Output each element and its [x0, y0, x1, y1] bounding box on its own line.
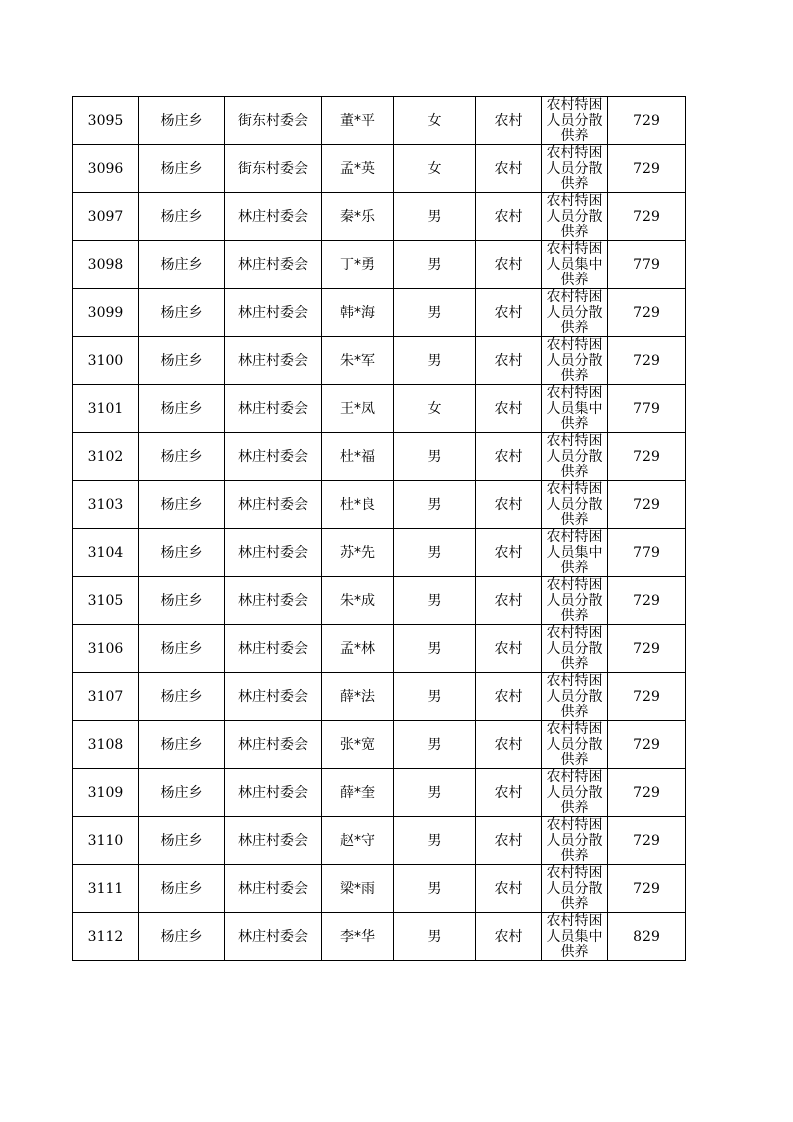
township-cell: 杨庄乡 [139, 673, 225, 721]
support-type-cell [542, 673, 608, 721]
record-id-cell: 3102 [73, 433, 139, 481]
gender-cell: 女 [394, 97, 476, 145]
gender-cell: 男 [394, 673, 476, 721]
village-committee-cell: 林庄村委会 [225, 385, 322, 433]
support-type-cell [542, 145, 608, 193]
support-type-text: 农村特困人员分散供养 [546, 769, 603, 816]
area-type-cell: 农村 [476, 865, 542, 913]
township-cell: 杨庄乡 [139, 769, 225, 817]
table-row [73, 145, 686, 193]
support-type-cell [542, 721, 608, 769]
township-cell: 杨庄乡 [139, 625, 225, 673]
village-committee-cell: 林庄村委会 [225, 625, 322, 673]
township-cell: 杨庄乡 [139, 865, 225, 913]
amount-cell: 729 [608, 769, 686, 817]
table-row [73, 193, 686, 241]
table-row [73, 385, 686, 433]
record-id-cell: 3109 [73, 769, 139, 817]
gender-cell: 男 [394, 577, 476, 625]
name-cell: 杜*福 [322, 433, 394, 481]
record-id-cell: 3098 [73, 241, 139, 289]
table-row [73, 289, 686, 337]
support-type-text: 农村特困人员分散供养 [546, 817, 603, 864]
name-cell: 梁*雨 [322, 865, 394, 913]
table-row [73, 577, 686, 625]
record-id-cell: 3106 [73, 625, 139, 673]
township-cell: 杨庄乡 [139, 385, 225, 433]
record-id-cell: 3101 [73, 385, 139, 433]
gender-cell: 男 [394, 241, 476, 289]
village-committee-cell: 林庄村委会 [225, 481, 322, 529]
table-row [73, 769, 686, 817]
amount-cell: 729 [608, 481, 686, 529]
name-cell: 张*宽 [322, 721, 394, 769]
amount-cell: 729 [608, 625, 686, 673]
record-id-cell: 3110 [73, 817, 139, 865]
table-row [73, 625, 686, 673]
gender-cell: 男 [394, 625, 476, 673]
village-committee-cell: 林庄村委会 [225, 529, 322, 577]
support-type-cell [542, 433, 608, 481]
table-row [73, 241, 686, 289]
amount-cell: 729 [608, 289, 686, 337]
township-cell: 杨庄乡 [139, 97, 225, 145]
record-id-cell: 3095 [73, 97, 139, 145]
area-type-cell: 农村 [476, 433, 542, 481]
area-type-cell: 农村 [476, 385, 542, 433]
township-cell: 杨庄乡 [139, 817, 225, 865]
amount-cell: 729 [608, 817, 686, 865]
amount-cell: 729 [608, 433, 686, 481]
support-type-cell [542, 241, 608, 289]
support-type-cell [542, 337, 608, 385]
township-cell: 杨庄乡 [139, 721, 225, 769]
table-row [73, 337, 686, 385]
amount-cell: 729 [608, 673, 686, 721]
township-cell: 杨庄乡 [139, 193, 225, 241]
township-cell: 杨庄乡 [139, 913, 225, 961]
township-cell: 杨庄乡 [139, 577, 225, 625]
village-committee-cell: 林庄村委会 [225, 241, 322, 289]
area-type-cell: 农村 [476, 529, 542, 577]
area-type-cell: 农村 [476, 577, 542, 625]
village-committee-cell: 街东村委会 [225, 145, 322, 193]
township-cell: 杨庄乡 [139, 433, 225, 481]
record-id-cell: 3104 [73, 529, 139, 577]
area-type-cell: 农村 [476, 241, 542, 289]
support-type-cell [542, 481, 608, 529]
support-type-text: 农村特困人员分散供养 [546, 673, 603, 720]
support-type-cell [542, 529, 608, 577]
gender-cell: 男 [394, 529, 476, 577]
record-id-cell: 3096 [73, 145, 139, 193]
support-type-cell [542, 913, 608, 961]
amount-cell: 729 [608, 97, 686, 145]
gender-cell: 男 [394, 817, 476, 865]
support-type-text: 农村特困人员集中供养 [546, 385, 603, 432]
record-id-cell: 3108 [73, 721, 139, 769]
support-type-text: 农村特困人员集中供养 [546, 529, 603, 576]
village-committee-cell: 林庄村委会 [225, 721, 322, 769]
table-row [73, 481, 686, 529]
gender-cell: 男 [394, 289, 476, 337]
table-row [73, 97, 686, 145]
amount-cell: 729 [608, 145, 686, 193]
area-type-cell: 农村 [476, 721, 542, 769]
area-type-cell: 农村 [476, 481, 542, 529]
village-committee-cell: 林庄村委会 [225, 673, 322, 721]
record-id-cell: 3107 [73, 673, 139, 721]
table-row [73, 913, 686, 961]
table-row [73, 721, 686, 769]
name-cell: 韩*海 [322, 289, 394, 337]
amount-cell: 729 [608, 865, 686, 913]
township-cell: 杨庄乡 [139, 337, 225, 385]
support-type-cell [542, 193, 608, 241]
name-cell: 王*凤 [322, 385, 394, 433]
gender-cell: 男 [394, 337, 476, 385]
support-type-cell [542, 625, 608, 673]
name-cell: 朱*军 [322, 337, 394, 385]
support-type-cell [542, 817, 608, 865]
village-committee-cell: 林庄村委会 [225, 817, 322, 865]
gender-cell: 女 [394, 385, 476, 433]
support-type-text: 农村特困人员集中供养 [546, 241, 603, 288]
name-cell: 李*华 [322, 913, 394, 961]
area-type-cell: 农村 [476, 97, 542, 145]
gender-cell: 男 [394, 721, 476, 769]
support-type-cell [542, 385, 608, 433]
name-cell: 杜*良 [322, 481, 394, 529]
name-cell: 丁*勇 [322, 241, 394, 289]
gender-cell: 男 [394, 913, 476, 961]
support-type-text: 农村特困人员分散供养 [546, 865, 603, 912]
record-id-cell: 3103 [73, 481, 139, 529]
record-id-cell: 3105 [73, 577, 139, 625]
name-cell: 赵*守 [322, 817, 394, 865]
name-cell: 朱*成 [322, 577, 394, 625]
village-committee-cell: 林庄村委会 [225, 865, 322, 913]
area-type-cell: 农村 [476, 673, 542, 721]
support-type-text: 农村特困人员分散供养 [546, 433, 603, 480]
support-type-text: 农村特困人员分散供养 [546, 337, 603, 384]
support-type-text: 农村特困人员分散供养 [546, 481, 603, 528]
record-id-cell: 3111 [73, 865, 139, 913]
table-row [73, 529, 686, 577]
support-type-text: 农村特困人员集中供养 [546, 913, 603, 960]
amount-cell: 779 [608, 385, 686, 433]
name-cell: 董*平 [322, 97, 394, 145]
township-cell: 杨庄乡 [139, 529, 225, 577]
amount-cell: 829 [608, 913, 686, 961]
record-id-cell: 3099 [73, 289, 139, 337]
area-type-cell: 农村 [476, 769, 542, 817]
village-committee-cell: 街东村委会 [225, 97, 322, 145]
gender-cell: 男 [394, 481, 476, 529]
area-type-cell: 农村 [476, 913, 542, 961]
amount-cell: 729 [608, 577, 686, 625]
area-type-cell: 农村 [476, 625, 542, 673]
area-type-cell: 农村 [476, 817, 542, 865]
support-type-cell [542, 289, 608, 337]
support-type-text: 农村特困人员分散供养 [546, 193, 603, 240]
area-type-cell: 农村 [476, 337, 542, 385]
village-committee-cell: 林庄村委会 [225, 769, 322, 817]
village-committee-cell: 林庄村委会 [225, 913, 322, 961]
support-type-text: 农村特困人员分散供养 [546, 97, 603, 144]
township-cell: 杨庄乡 [139, 481, 225, 529]
amount-cell: 729 [608, 721, 686, 769]
township-cell: 杨庄乡 [139, 289, 225, 337]
name-cell: 薛*法 [322, 673, 394, 721]
support-type-text: 农村特困人员分散供养 [546, 625, 603, 672]
name-cell: 孟*林 [322, 625, 394, 673]
village-committee-cell: 林庄村委会 [225, 433, 322, 481]
support-type-text: 农村特困人员分散供养 [546, 289, 603, 336]
record-id-cell: 3112 [73, 913, 139, 961]
amount-cell: 779 [608, 529, 686, 577]
name-cell: 薛*奎 [322, 769, 394, 817]
record-id-cell: 3097 [73, 193, 139, 241]
table-body [73, 97, 686, 961]
area-type-cell: 农村 [476, 289, 542, 337]
record-id-cell: 3100 [73, 337, 139, 385]
name-cell: 孟*英 [322, 145, 394, 193]
support-type-cell [542, 97, 608, 145]
gender-cell: 男 [394, 433, 476, 481]
support-type-text: 农村特困人员分散供养 [546, 145, 603, 192]
support-type-text: 农村特困人员分散供养 [546, 577, 603, 624]
area-type-cell: 农村 [476, 193, 542, 241]
beneficiary-table [72, 96, 686, 961]
village-committee-cell: 林庄村委会 [225, 577, 322, 625]
gender-cell: 女 [394, 145, 476, 193]
village-committee-cell: 林庄村委会 [225, 289, 322, 337]
name-cell: 苏*先 [322, 529, 394, 577]
gender-cell: 男 [394, 865, 476, 913]
area-type-cell: 农村 [476, 145, 542, 193]
amount-cell: 779 [608, 241, 686, 289]
table-row [73, 817, 686, 865]
village-committee-cell: 林庄村委会 [225, 193, 322, 241]
support-type-cell [542, 577, 608, 625]
table-row [73, 865, 686, 913]
amount-cell: 729 [608, 337, 686, 385]
support-type-text: 农村特困人员分散供养 [546, 721, 603, 768]
township-cell: 杨庄乡 [139, 241, 225, 289]
table-row [73, 433, 686, 481]
name-cell: 秦*乐 [322, 193, 394, 241]
gender-cell: 男 [394, 769, 476, 817]
village-committee-cell: 林庄村委会 [225, 337, 322, 385]
support-type-cell [542, 769, 608, 817]
township-cell: 杨庄乡 [139, 145, 225, 193]
table-row [73, 673, 686, 721]
gender-cell: 男 [394, 193, 476, 241]
support-type-cell [542, 865, 608, 913]
amount-cell: 729 [608, 193, 686, 241]
